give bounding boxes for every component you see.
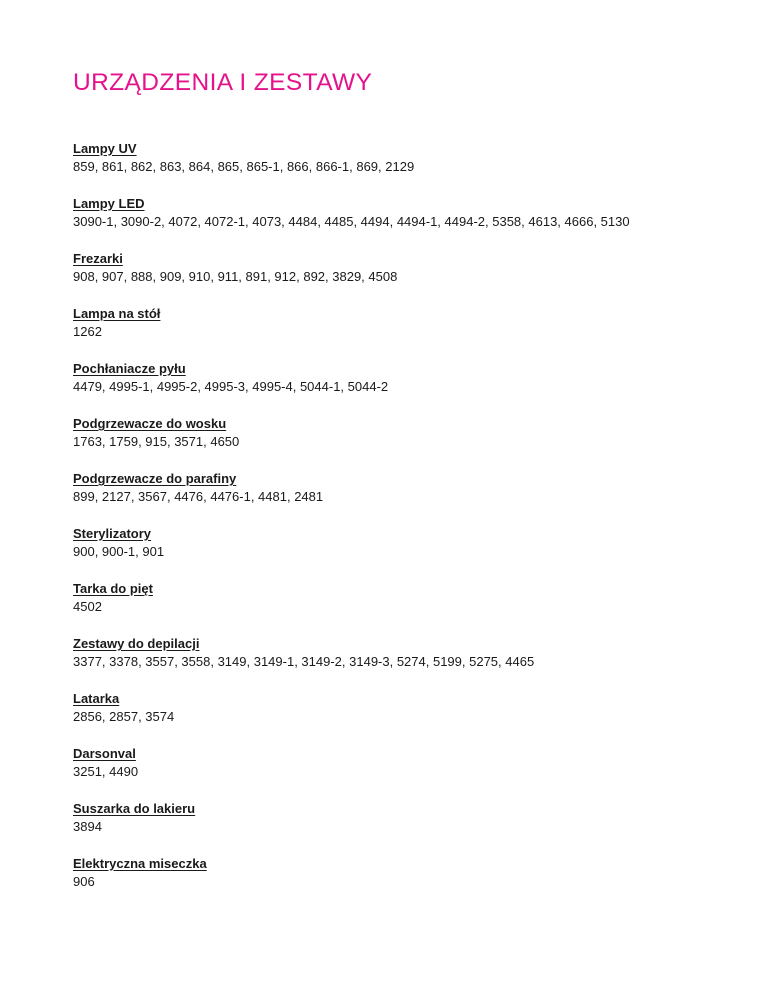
section-title: Suszarka do lakieru [73,801,196,816]
section-codes: 900, 900-1, 901 [73,544,165,559]
section-codes: 4502 [73,599,102,614]
section-latarka [73,690,728,726]
section-codes: 2856, 2857, 3574 [73,709,175,724]
section-zestawy-do-depilacji [73,635,728,671]
section-sterylizatory [73,525,728,561]
section-codes: 3377, 3378, 3557, 3558, 3149, 3149-1, 3149-2, 3149-3, 5274, 5199, 5275, 4465 [73,654,535,669]
section-lampa-na-stol [73,305,728,341]
section-podgrzewacze-do-parafiny [73,470,728,506]
section-title: Lampy UV [73,141,137,156]
section-title: Sterylizatory [73,526,152,541]
section-codes: 1262 [73,324,102,339]
section-codes: 906 [73,874,95,889]
section-title: Frezarki [73,251,123,266]
section-codes: 3251, 4490 [73,764,139,779]
section-codes: 4479, 4995-1, 4995-2, 4995-3, 4995-4, 5044-1, 5044-2 [73,379,389,394]
section-podgrzewacze-do-wosku [73,415,728,451]
section-lampy-led [73,195,728,231]
section-title: Latarka [73,691,120,706]
section-codes: 3894 [73,819,102,834]
section-codes: 859, 861, 862, 863, 864, 865, 865-1, 866, 866-1, 869, 2129 [73,159,415,174]
section-title: Pochłaniacze pyłu [73,361,186,376]
section-title: Lampy LED [73,196,145,211]
section-title: Tarka do pięt [73,581,153,596]
section-codes: 3090-1, 3090-2, 4072, 4072-1, 4073, 4484, 4485, 4494, 4494-1, 4494-2, 5358, 4613, 4666, 5130 [73,214,630,229]
section-title: Lampa na stół [73,306,161,321]
section-title: Zestawy do depilacji [73,636,200,651]
document-page [73,66,728,910]
section-codes: 908, 907, 888, 909, 910, 911, 891, 912, 892, 3829, 4508 [73,269,398,284]
section-title: Podgrzewacze do parafiny [73,471,237,486]
section-title: Darsonval [73,746,136,761]
section-codes: 1763, 1759, 915, 3571, 4650 [73,434,240,449]
section-darsonval [73,745,728,781]
section-pochlaniacze-pylu [73,360,728,396]
section-suszarka-do-lakieru [73,800,728,836]
section-frezarki [73,250,728,286]
section-title: Elektryczna miseczka [73,856,207,871]
section-title: Podgrzewacze do wosku [73,416,227,431]
section-codes: 899, 2127, 3567, 4476, 4476-1, 4481, 2481 [73,489,324,504]
page-title: URZĄDZENIA I ZESTAWY [73,69,373,96]
section-elektryczna-miseczka [73,855,728,891]
section-tarka-do-piet [73,580,728,616]
section-lampy-uv [73,140,728,176]
